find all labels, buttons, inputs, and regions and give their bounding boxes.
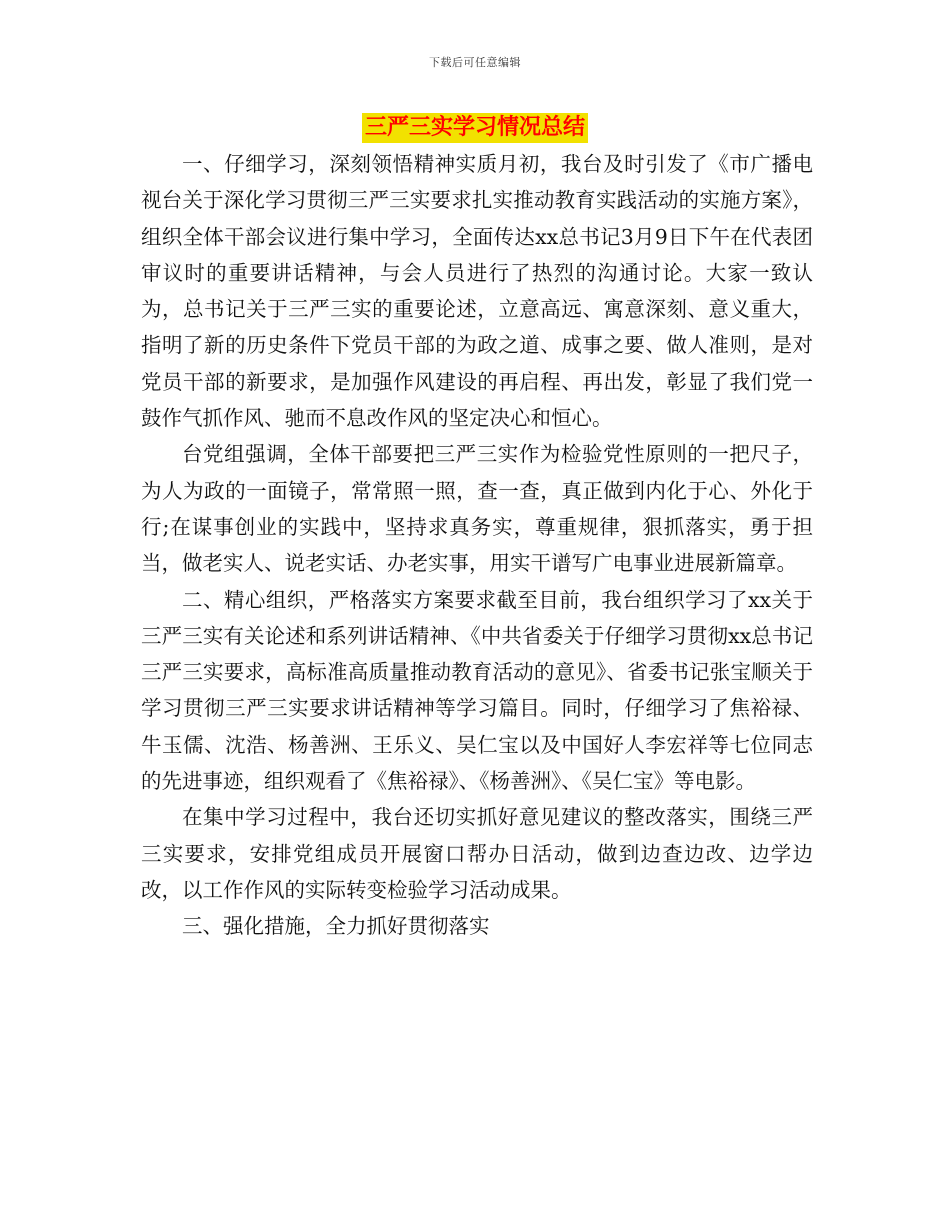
paragraph-3: 二、精心组织，严格落实方案要求截至目前，我台组织学习了xx关于三严三实有关论述和系列讲话精神、《中共省委关于仔细学习贯彻xx总书记三严三实要求，高标准高质量推动教育活动的意见》、省委书记张宝顺关于学习贯彻三严三实要求讲话精神等学习篇目。同时，仔细学习了焦裕禄、牛玉儒、沈浩、杨善洲、王乐义、吴仁宝以及中国好人李宏祥等七位同志的先进事迹，组织观看了《焦裕禄》、《杨善洲》、《吴仁宝》等电影。 [141,587,813,794]
document-body [141,146,813,945]
paragraph-1: 一、仔细学习，深刻领悟精神实质月初，我台及时引发了《市广播电视台关于深化学习贯彻三严三实要求扎实推动教育实践活动的实施方案》，组织全体干部会议进行集中学习，全面传达xx总书记3月9日下午在代表团审议时的重要讲话精神，与会人员进行了热烈的沟通讨论。大家一致认为，总书记关于三严三实的重要论述，立意高远、寓意深刻、意义重大，指明了新的历史条件下党员干部的为政之道、成事之要、做人准则，是对党员干部的新要求，是加强作风建设的再启程、再出发，彰显了我们党一鼓作气抓作风、驰而不息改作风的坚定决心和恒心。 [141,152,813,431]
title-wrap [0,113,950,143]
paragraph-5: 三、强化措施，全力抓好贯彻落实 [182,914,490,939]
paragraph-4: 在集中学习过程中，我台还切实抓好意见建议的整改落实，围绕三严三实要求，安排党组成员开展窗口帮办日活动，做到边查边改、边学边改，以工作作风的实际转变检验学习活动成果。 [141,805,813,902]
header-note: 下载后可任意编辑 [429,56,521,69]
document-title: 三严三实学习情况总结 [362,113,588,143]
paragraph-2: 台党组强调，全体干部要把三严三实作为检验党性原则的一把尺子，为人为政的一面镜子，常常照一照，查一查，真正做到内化于心、外化于行;在谋事创业的实践中，坚持求真务实，尊重规律，狠抓落实，勇于担当，做老实人、说老实话、办老实事，用实干谱写广电事业进展新篇章。 [141,442,813,576]
